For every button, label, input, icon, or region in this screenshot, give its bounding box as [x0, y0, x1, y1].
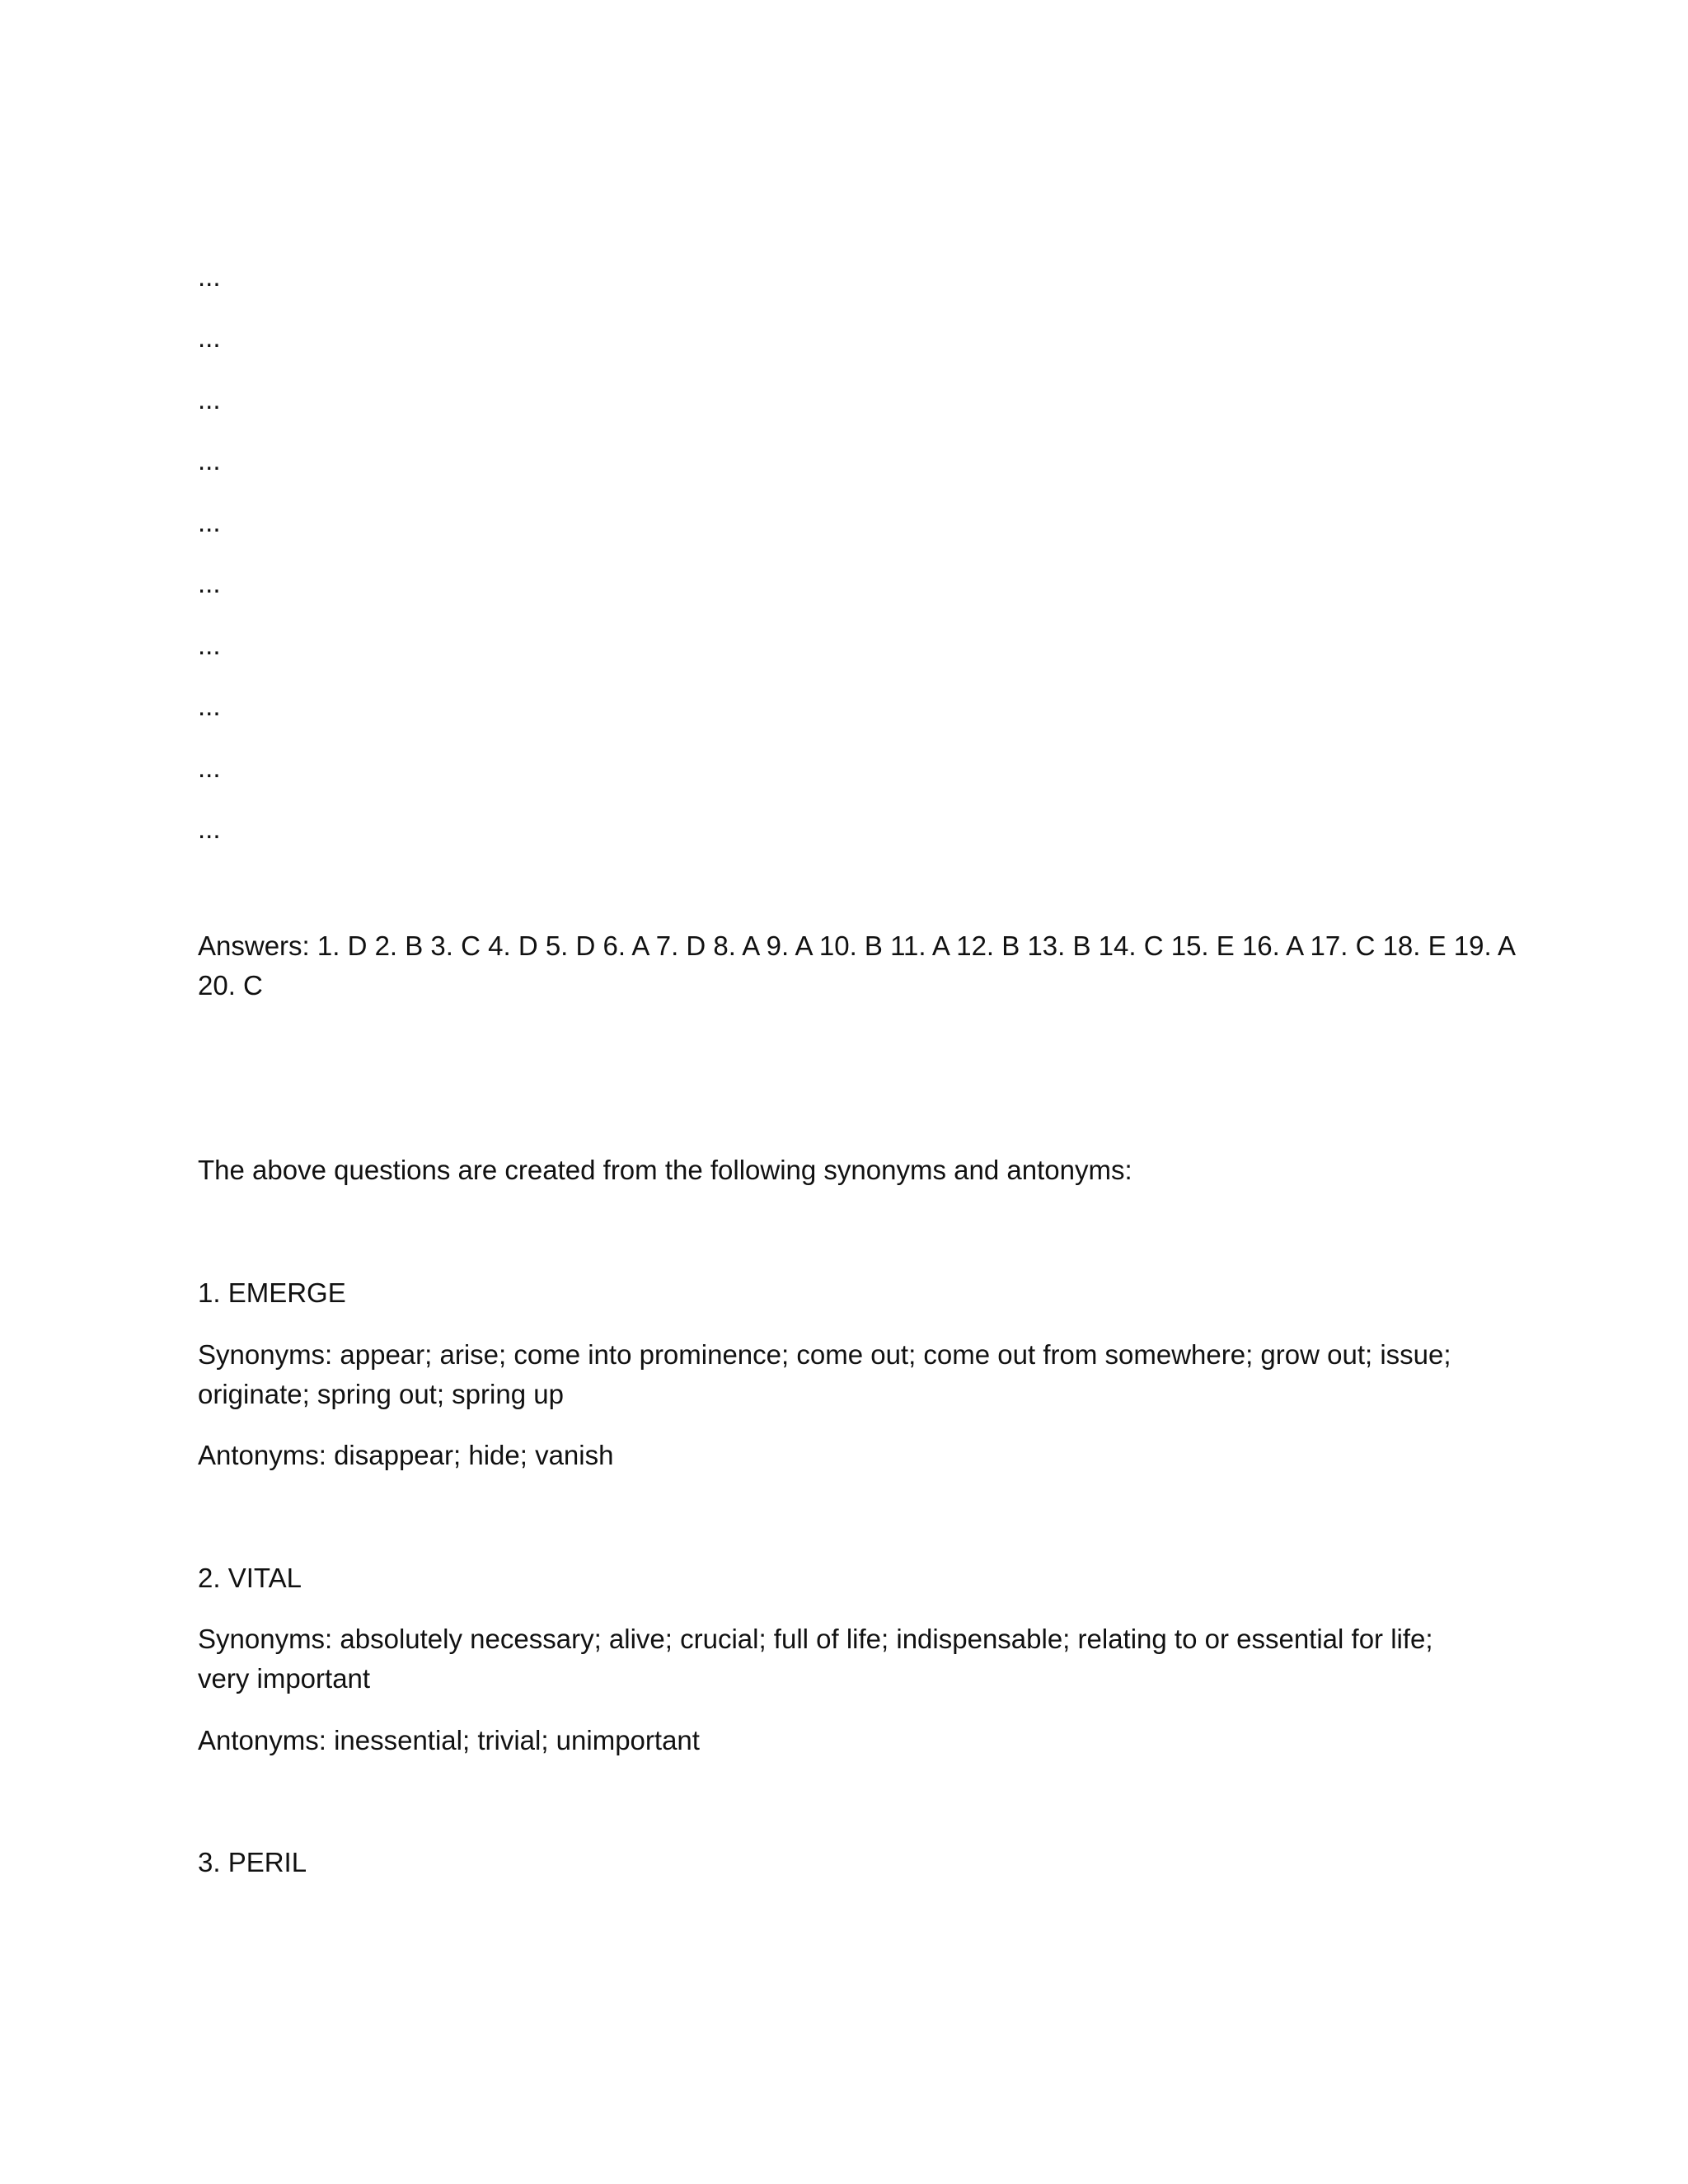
ellipsis-line: ...: [198, 261, 221, 292]
ellipsis-line: ...: [198, 568, 221, 598]
ellipsis-line: ...: [198, 322, 221, 353]
entry-heading: 2. VITAL: [198, 1563, 302, 1593]
ellipsis-line: ...: [198, 507, 221, 537]
ellipsis-line: ...: [198, 752, 221, 783]
ellipsis-line: ...: [198, 630, 221, 660]
ellipsis-line: ...: [198, 384, 221, 415]
entry-antonyms: Antonyms: disappear; hide; vanish: [198, 1440, 614, 1470]
entry-synonyms: Synonyms: appear; arise; come into prominence; come out; come out from somewhere; grow out; issue;: [198, 1339, 1451, 1370]
answers-line: Answers: 1. D 2. B 3. C 4. D 5. D 6. A 7. D 8. A 9. A 10. B 11. A 12. B 13. B 14. C 15. E 16. A 17. C 18. E 19. A: [198, 930, 1517, 961]
intro-text: The above questions are created from the following synonyms and antonyms:: [198, 1155, 1132, 1185]
entry-synonyms-continued: originate; spring out; spring up: [198, 1379, 564, 1409]
entry-antonyms: Antonyms: inessential; trivial; unimportant: [198, 1725, 700, 1755]
entry-synonyms: Synonyms: absolutely necessary; alive; crucial; full of life; indispensable; relating to or essential for life;: [198, 1624, 1433, 1654]
ellipsis-line: ...: [198, 691, 221, 721]
ellipsis-line: ...: [198, 445, 221, 476]
entry-heading: 1. EMERGE: [198, 1277, 346, 1308]
entry-synonyms-continued: very important: [198, 1663, 371, 1694]
ellipsis-line: ...: [198, 813, 221, 844]
answers-line-continued: 20. C: [198, 970, 263, 1001]
entry-heading: 3. PERIL: [198, 1847, 307, 1877]
